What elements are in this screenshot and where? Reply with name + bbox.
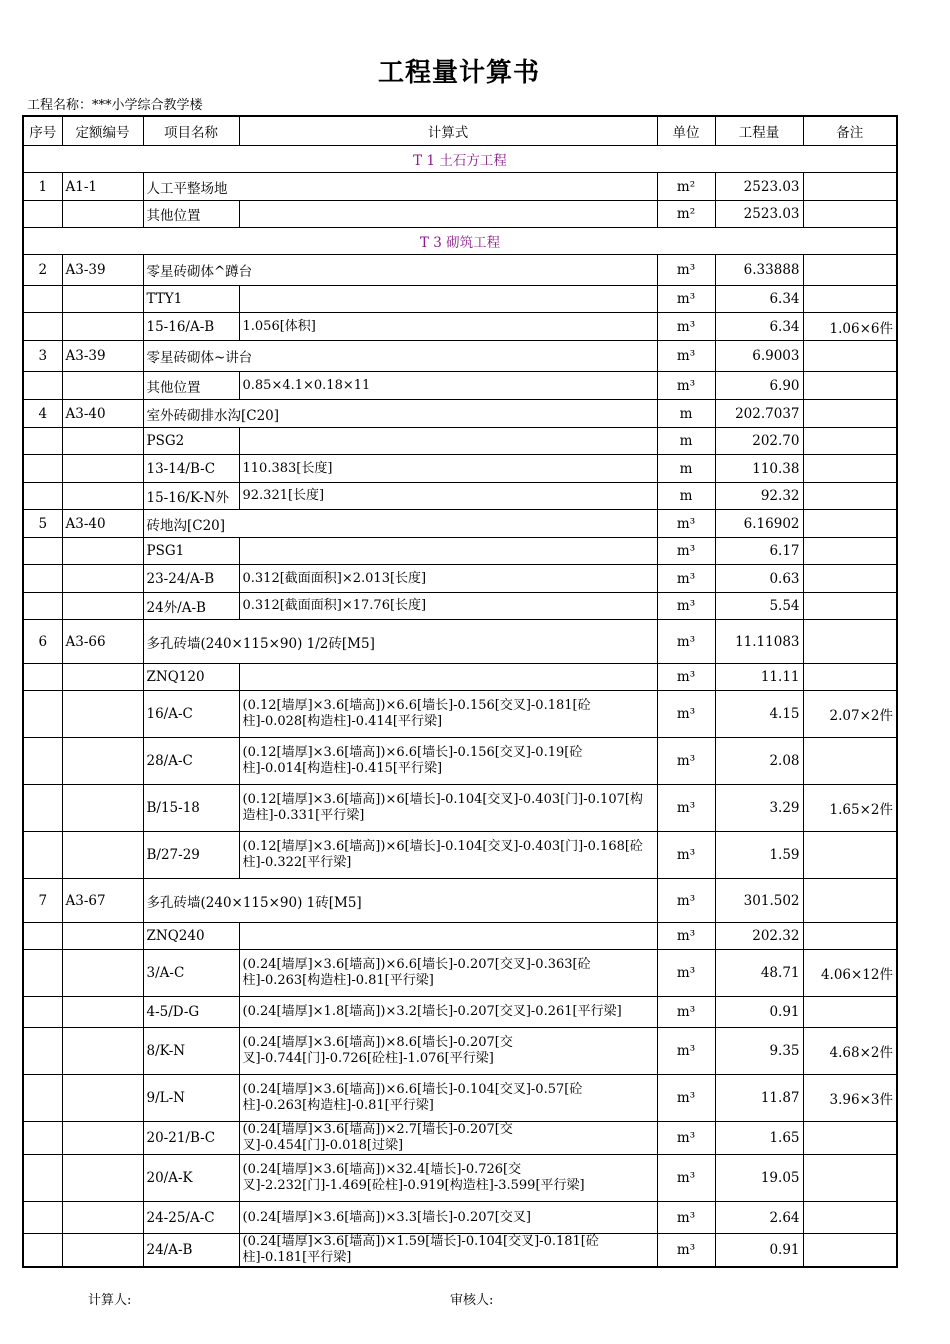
cell-code xyxy=(62,785,143,832)
cell-note xyxy=(803,565,897,593)
cell-name: 零星砖砌体^蹲台 xyxy=(143,255,657,286)
table-row xyxy=(23,372,897,400)
cell-no: 1 xyxy=(23,173,62,201)
cell-formula xyxy=(239,201,657,228)
cell-unit: m³ xyxy=(657,950,715,997)
section-title: T 1 土石方工程 xyxy=(23,146,897,173)
table-row xyxy=(23,286,897,313)
cell-unit: m² xyxy=(657,201,715,228)
cell-unit: m³ xyxy=(657,738,715,785)
cell-qty: 19.05 xyxy=(715,1155,803,1202)
table-body xyxy=(23,146,897,1268)
table-row xyxy=(23,997,897,1028)
cell-note xyxy=(803,620,897,664)
cell-note xyxy=(803,738,897,785)
cell-formula: (0.24[墙厚]×3.6[墙高])×6.6[墙长]-0.104[交叉]-0.57[砼柱]-0.263[构造柱]-0.81[平行梁] xyxy=(239,1075,657,1122)
cell-note xyxy=(803,1155,897,1202)
cell-no xyxy=(23,372,62,400)
cell-note xyxy=(803,879,897,923)
table-row xyxy=(23,510,897,538)
table-row xyxy=(23,428,897,455)
section-title: T 3 砌筑工程 xyxy=(23,228,897,255)
cell-name: 28/A-C xyxy=(143,738,239,785)
cell-no xyxy=(23,832,62,879)
table-row xyxy=(23,1075,897,1122)
cell-no: 3 xyxy=(23,341,62,372)
cell-formula: (0.12[墙厚]×3.6[墙高])×6.6[墙长]-0.156[交叉]-0.19[砼柱]-0.014[构造柱]-0.415[平行梁] xyxy=(239,738,657,785)
table-row xyxy=(23,1122,897,1155)
cell-name: 4-5/D-G xyxy=(143,997,239,1028)
cell-name: 8/K-N xyxy=(143,1028,239,1075)
cell-unit: m³ xyxy=(657,997,715,1028)
cell-name: 24-25/A-C xyxy=(143,1202,239,1234)
cell-code: A3-66 xyxy=(62,620,143,664)
cell-unit: m³ xyxy=(657,593,715,620)
cell-code xyxy=(62,950,143,997)
cell-no xyxy=(23,1028,62,1075)
cell-qty: 48.71 xyxy=(715,950,803,997)
cell-code xyxy=(62,455,143,483)
cell-formula: (0.12[墙厚]×3.6[墙高])×6[墙长]-0.104[交叉]-0.403[门]-0.168[砼柱]-0.322[平行梁] xyxy=(239,832,657,879)
cell-unit: m³ xyxy=(657,785,715,832)
header-qty: 工程量 xyxy=(715,116,803,146)
cell-qty: 6.34 xyxy=(715,313,803,341)
cell-code xyxy=(62,286,143,313)
table-row xyxy=(23,738,897,785)
cell-qty: 11.11 xyxy=(715,664,803,691)
calculator-label: 计算人: xyxy=(88,1293,132,1308)
cell-qty: 1.59 xyxy=(715,832,803,879)
cell-note: 1.65×2件 xyxy=(803,785,897,832)
header-code: 定额编号 xyxy=(62,116,143,146)
cell-qty: 1.65 xyxy=(715,1122,803,1155)
table-row xyxy=(23,1202,897,1234)
cell-name: 多孔砖墙(240×115×90) 1砖[M5] xyxy=(143,879,657,923)
cell-formula: 0.312[截面面积]×17.76[长度] xyxy=(239,593,657,620)
cell-qty: 2.64 xyxy=(715,1202,803,1234)
cell-no xyxy=(23,201,62,228)
cell-qty: 6.34 xyxy=(715,286,803,313)
cell-name: B/27-29 xyxy=(143,832,239,879)
cell-unit: m³ xyxy=(657,510,715,538)
cell-no xyxy=(23,738,62,785)
cell-no xyxy=(23,1234,62,1268)
cell-note xyxy=(803,923,897,950)
cell-qty: 6.90 xyxy=(715,372,803,400)
cell-no xyxy=(23,950,62,997)
cell-name: 23-24/A-B xyxy=(143,565,239,593)
table-row xyxy=(23,1155,897,1202)
table-row xyxy=(23,400,897,428)
cell-no xyxy=(23,455,62,483)
table-row xyxy=(23,538,897,565)
table-row xyxy=(23,832,897,879)
cell-formula: (0.24[墙厚]×3.6[墙高])×1.59[墙长]-0.104[交叉]-0.181[砼柱]-0.181[平行梁] xyxy=(239,1234,657,1268)
cell-code xyxy=(62,483,143,510)
cell-qty: 6.33888 xyxy=(715,255,803,286)
cell-unit: m³ xyxy=(657,313,715,341)
cell-note xyxy=(803,428,897,455)
cell-code xyxy=(62,372,143,400)
cell-name: 9/L-N xyxy=(143,1075,239,1122)
cell-no xyxy=(23,313,62,341)
table-row xyxy=(23,879,897,923)
cell-formula: (0.12[墙厚]×3.6[墙高])×6[墙长]-0.104[交叉]-0.403[门]-0.107[构造柱]-0.331[平行梁] xyxy=(239,785,657,832)
cell-qty: 202.32 xyxy=(715,923,803,950)
cell-formula: (0.24[墙厚]×3.6[墙高])×2.7[墙长]-0.207[交叉]-0.454[门]-0.018[过梁] xyxy=(239,1122,657,1155)
cell-qty: 6.9003 xyxy=(715,341,803,372)
cell-no xyxy=(23,428,62,455)
cell-name: 其他位置 xyxy=(143,372,239,400)
cell-note xyxy=(803,372,897,400)
cell-code xyxy=(62,664,143,691)
project-name: 工程名称：***小学综合教学楼 xyxy=(27,98,203,113)
cell-qty: 0.91 xyxy=(715,1234,803,1268)
cell-name: PSG1 xyxy=(143,538,239,565)
cell-name: 15-16/K-N外 xyxy=(143,483,239,510)
header-unit: 单位 xyxy=(657,116,715,146)
cell-no xyxy=(23,923,62,950)
cell-formula xyxy=(239,428,657,455)
cell-name: TTY1 xyxy=(143,286,239,313)
cell-note xyxy=(803,1202,897,1234)
cell-note xyxy=(803,286,897,313)
cell-note xyxy=(803,1122,897,1155)
cell-name: 3/A-C xyxy=(143,950,239,997)
cell-name: 16/A-C xyxy=(143,691,239,738)
cell-no xyxy=(23,664,62,691)
cell-no xyxy=(23,997,62,1028)
table-row xyxy=(23,664,897,691)
table-row xyxy=(23,313,897,341)
cell-qty: 0.91 xyxy=(715,997,803,1028)
cell-unit: m³ xyxy=(657,923,715,950)
cell-code: A3-40 xyxy=(62,400,143,428)
cell-code: A3-40 xyxy=(62,510,143,538)
cell-formula xyxy=(239,664,657,691)
cell-unit: m³ xyxy=(657,620,715,664)
cell-name: 24/A-B xyxy=(143,1234,239,1268)
cell-no xyxy=(23,1075,62,1122)
cell-note xyxy=(803,400,897,428)
cell-note xyxy=(803,832,897,879)
cell-qty: 2523.03 xyxy=(715,173,803,201)
cell-code xyxy=(62,1155,143,1202)
cell-no: 5 xyxy=(23,510,62,538)
cell-note xyxy=(803,510,897,538)
cell-formula: (0.12[墙厚]×3.6[墙高])×6.6[墙长]-0.156[交叉]-0.181[砼柱]-0.028[构造柱]-0.414[平行梁] xyxy=(239,691,657,738)
cell-name: 人工平整场地 xyxy=(143,173,657,201)
cell-no xyxy=(23,785,62,832)
table-row xyxy=(23,455,897,483)
cell-qty: 2523.03 xyxy=(715,201,803,228)
cell-unit: m³ xyxy=(657,1028,715,1075)
cell-name: ZNQ240 xyxy=(143,923,239,950)
cell-code xyxy=(62,565,143,593)
cell-formula: (0.24[墙厚]×3.6[墙高])×8.6[墙长]-0.207[交叉]-0.744[门]-0.726[砼柱]-1.076[平行梁] xyxy=(239,1028,657,1075)
table-row xyxy=(23,1028,897,1075)
cell-name: PSG2 xyxy=(143,428,239,455)
cell-qty: 0.63 xyxy=(715,565,803,593)
cell-note xyxy=(803,997,897,1028)
header-note: 备注 xyxy=(803,116,897,146)
cell-code: A3-39 xyxy=(62,341,143,372)
cell-note xyxy=(803,455,897,483)
cell-note xyxy=(803,483,897,510)
table-row xyxy=(23,620,897,664)
table-row xyxy=(23,691,897,738)
header-name: 项目名称 xyxy=(143,116,239,146)
cell-name: 24外/A-B xyxy=(143,593,239,620)
cell-unit: m³ xyxy=(657,538,715,565)
cell-no xyxy=(23,1155,62,1202)
cell-unit: m³ xyxy=(657,286,715,313)
cell-unit: m³ xyxy=(657,565,715,593)
cell-formula: 110.383[长度] xyxy=(239,455,657,483)
cell-no xyxy=(23,538,62,565)
cell-note xyxy=(803,664,897,691)
cell-name: 室外砖砌排水沟[C20] xyxy=(143,400,657,428)
cell-qty: 301.502 xyxy=(715,879,803,923)
table-row xyxy=(23,255,897,286)
cell-name: 其他位置 xyxy=(143,201,239,228)
cell-code xyxy=(62,691,143,738)
cell-formula xyxy=(239,286,657,313)
cell-unit: m³ xyxy=(657,664,715,691)
header-formula: 计算式 xyxy=(239,116,657,146)
cell-qty: 6.17 xyxy=(715,538,803,565)
cell-no xyxy=(23,483,62,510)
cell-qty: 2.08 xyxy=(715,738,803,785)
cell-code xyxy=(62,593,143,620)
cell-code xyxy=(62,538,143,565)
cell-note: 2.07×2件 xyxy=(803,691,897,738)
cell-name: ZNQ120 xyxy=(143,664,239,691)
cell-note xyxy=(803,593,897,620)
cell-code xyxy=(62,738,143,785)
cell-code xyxy=(62,997,143,1028)
cell-unit: m³ xyxy=(657,832,715,879)
cell-formula xyxy=(239,538,657,565)
cell-note: 3.96×3件 xyxy=(803,1075,897,1122)
cell-unit: m³ xyxy=(657,1155,715,1202)
cell-name: 13-14/B-C xyxy=(143,455,239,483)
cell-unit: m³ xyxy=(657,1075,715,1122)
cell-qty: 11.11083 xyxy=(715,620,803,664)
cell-code: A3-39 xyxy=(62,255,143,286)
cell-name: 多孔砖墙(240×115×90) 1/2砖[M5] xyxy=(143,620,657,664)
cell-note: 4.68×2件 xyxy=(803,1028,897,1075)
cell-qty: 11.87 xyxy=(715,1075,803,1122)
cell-no xyxy=(23,1122,62,1155)
cell-formula: (0.24[墙厚]×3.6[墙高])×6.6[墙长]-0.207[交叉]-0.363[砼柱]-0.263[构造柱]-0.81[平行梁] xyxy=(239,950,657,997)
table-row xyxy=(23,341,897,372)
cell-code xyxy=(62,1202,143,1234)
cell-unit: m³ xyxy=(657,341,715,372)
table-row xyxy=(23,785,897,832)
cell-note xyxy=(803,341,897,372)
cell-formula: (0.24[墙厚]×3.6[墙高])×32.4[墙长]-0.726[交叉]-2.232[门]-1.469[砼柱]-0.919[构造柱]-3.599[平行梁] xyxy=(239,1155,657,1202)
cell-code: A1-1 xyxy=(62,173,143,201)
cell-formula: (0.24[墙厚]×1.8[墙高])×3.2[墙长]-0.207[交叉]-0.261[平行梁] xyxy=(239,997,657,1028)
cell-qty: 4.15 xyxy=(715,691,803,738)
cell-unit: m³ xyxy=(657,1234,715,1268)
cell-code xyxy=(62,428,143,455)
cell-formula xyxy=(239,923,657,950)
cell-qty: 6.16902 xyxy=(715,510,803,538)
cell-qty: 92.32 xyxy=(715,483,803,510)
cell-code xyxy=(62,923,143,950)
cell-unit: m³ xyxy=(657,255,715,286)
table-row xyxy=(23,201,897,228)
cell-unit: m³ xyxy=(657,1122,715,1155)
cell-code xyxy=(62,201,143,228)
cell-unit: m³ xyxy=(657,372,715,400)
cell-unit: m xyxy=(657,400,715,428)
table-row xyxy=(23,565,897,593)
cell-name: 20/A-K xyxy=(143,1155,239,1202)
cell-code xyxy=(62,832,143,879)
cell-unit: m xyxy=(657,455,715,483)
cell-qty: 202.70 xyxy=(715,428,803,455)
cell-code: A3-67 xyxy=(62,879,143,923)
cell-no xyxy=(23,593,62,620)
table-row xyxy=(23,173,897,201)
cell-unit: m² xyxy=(657,173,715,201)
cell-code xyxy=(62,1234,143,1268)
quantity-table xyxy=(22,115,898,1268)
cell-no: 7 xyxy=(23,879,62,923)
reviewer-label: 审核人: xyxy=(450,1293,494,1308)
cell-name: 砖地沟[C20] xyxy=(143,510,657,538)
cell-formula: 92.321[长度] xyxy=(239,483,657,510)
cell-code xyxy=(62,1122,143,1155)
table-row xyxy=(23,1234,897,1268)
cell-name: 20-21/B-C xyxy=(143,1122,239,1155)
cell-note xyxy=(803,201,897,228)
cell-no: 2 xyxy=(23,255,62,286)
cell-note xyxy=(803,173,897,201)
cell-unit: m³ xyxy=(657,691,715,738)
cell-formula: 0.85×4.1×0.18×11 xyxy=(239,372,657,400)
table-row xyxy=(23,923,897,950)
cell-no: 6 xyxy=(23,620,62,664)
cell-no xyxy=(23,286,62,313)
cell-no: 4 xyxy=(23,400,62,428)
table-row xyxy=(23,950,897,997)
cell-note: 1.06×6件 xyxy=(803,313,897,341)
cell-code xyxy=(62,313,143,341)
header-no: 序号 xyxy=(23,116,62,146)
cell-no xyxy=(23,565,62,593)
cell-formula: (0.24[墙厚]×3.6[墙高])×3.3[墙长]-0.207[交叉] xyxy=(239,1202,657,1234)
cell-note xyxy=(803,255,897,286)
cell-code xyxy=(62,1028,143,1075)
cell-no xyxy=(23,691,62,738)
cell-code xyxy=(62,1075,143,1122)
cell-formula: 1.056[体积] xyxy=(239,313,657,341)
header-row xyxy=(23,116,897,146)
cell-note xyxy=(803,1234,897,1268)
cell-qty: 5.54 xyxy=(715,593,803,620)
cell-unit: m³ xyxy=(657,1202,715,1234)
cell-qty: 9.35 xyxy=(715,1028,803,1075)
cell-name: 15-16/A-B xyxy=(143,313,239,341)
cell-formula: 0.312[截面面积]×2.013[长度] xyxy=(239,565,657,593)
table-row xyxy=(23,483,897,510)
cell-note xyxy=(803,538,897,565)
cell-unit: m³ xyxy=(657,879,715,923)
cell-unit: m xyxy=(657,483,715,510)
cell-unit: m xyxy=(657,428,715,455)
cell-qty: 3.29 xyxy=(715,785,803,832)
table-row xyxy=(23,593,897,620)
section-row xyxy=(23,146,897,173)
cell-name: 零星砖砌体~讲台 xyxy=(143,341,657,372)
page-title: 工程量计算书 xyxy=(377,58,540,88)
cell-no xyxy=(23,1202,62,1234)
cell-note: 4.06×12件 xyxy=(803,950,897,997)
cell-name: B/15-18 xyxy=(143,785,239,832)
cell-qty: 110.38 xyxy=(715,455,803,483)
cell-qty: 202.7037 xyxy=(715,400,803,428)
section-row xyxy=(23,228,897,255)
